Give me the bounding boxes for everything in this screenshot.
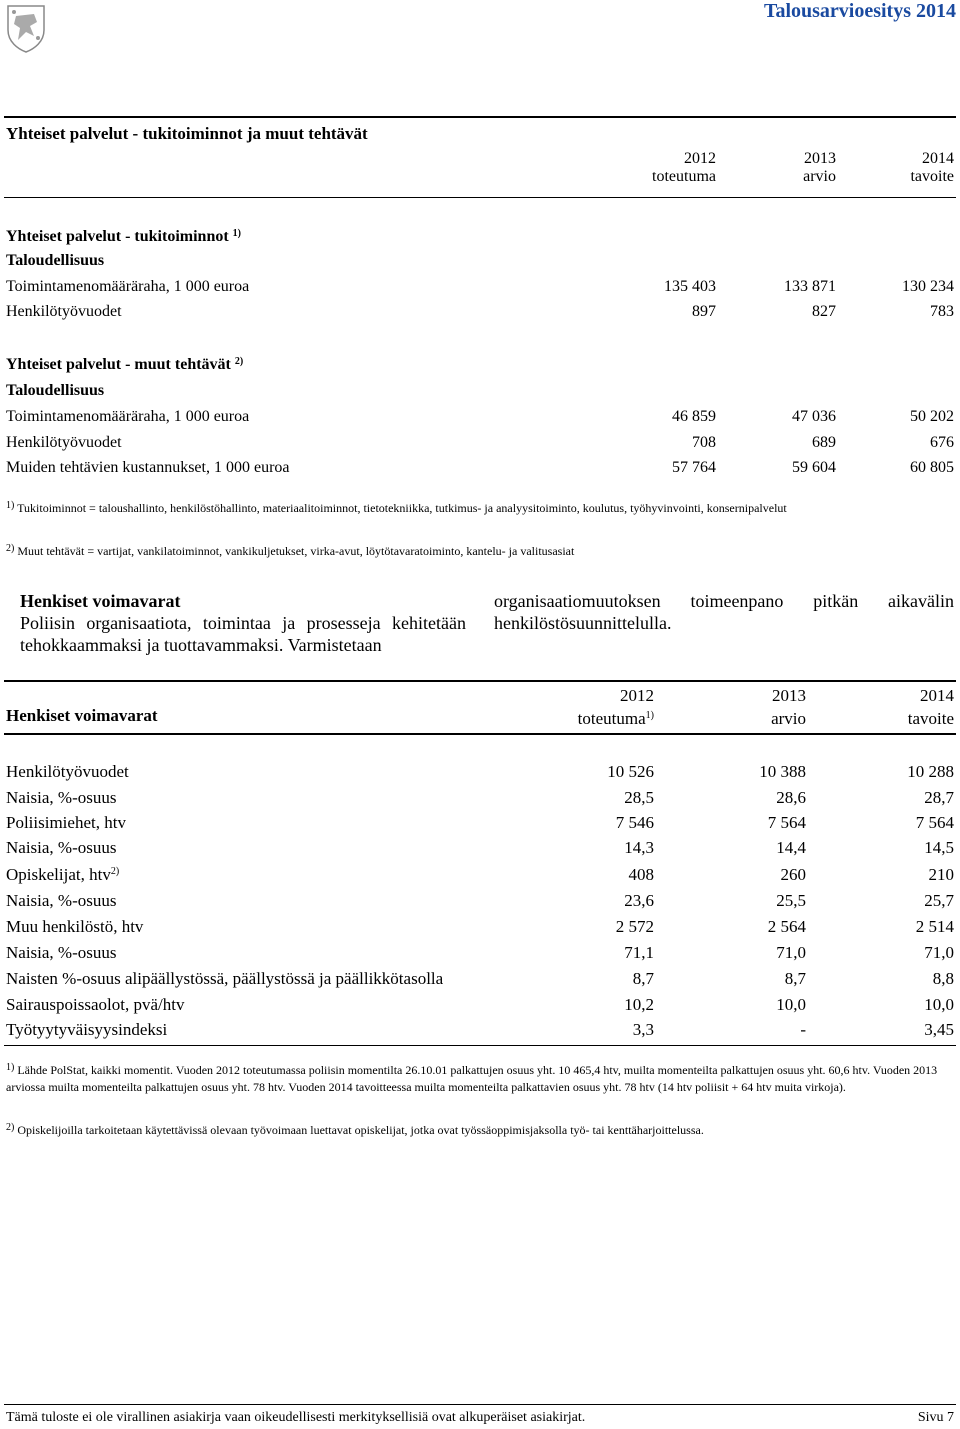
table2-header-rule (4, 733, 956, 735)
text-paragraph-left: Poliisin organisaatiota, toimintaa ja prosesseja kehitetään tehokkaammaksi ja tuottavammaksi. Varmistetaan (20, 613, 466, 655)
top-rule (4, 116, 956, 118)
header-rule (4, 197, 956, 198)
table-row: Naisia, %-osuus 28,5 28,6 28,7 (6, 788, 954, 807)
col-2012-header: 2012 toteutuma (652, 150, 716, 185)
table-row: Henkilötyövuodet 708 689 676 (6, 434, 954, 451)
footnote-2: $^{2)}$ Muut tehtävät = vartijat, vankilatoiminnot, vankikuljetukset, virka-avut, löytötavaratoiminto, kantelu- ja valitusasiat (6, 543, 575, 558)
t2-col-2013-header: 2013 arvio (771, 686, 806, 728)
table2-title: Henkiset voimavarat (6, 706, 158, 725)
footer-rule (4, 1404, 956, 1405)
page-number: Sivu 7 (917, 1410, 954, 1425)
text-heading: Henkiset voimavarat (20, 591, 181, 611)
table-row: Poliisimiehet, htv 7 546 7 564 7 564 (6, 813, 954, 832)
group2-subtitle: Taloudellisuus (6, 382, 105, 399)
table-row: Toimintamenomääräraha, 1 000 euroa 135 403 133 871 130 234 (6, 278, 954, 295)
col-2013-header: 2013 arvio (803, 150, 836, 185)
table-row: Naisia, %-osuus 71,1 71,0 71,0 (6, 943, 954, 962)
table2-column-header (6, 684, 954, 730)
t2-col-2012-header: 2012 toteutuma$^{1)}$ (577, 686, 654, 728)
table-row: Työtyytyväisyysindeksi 3,3 - 3,45 (6, 1020, 954, 1039)
section-title: Yhteiset palvelut - tukitoiminnot ja muut tehtävät (6, 124, 368, 143)
table-row: Opiskelijat, htv$^{2)}$ 408 260 210 (6, 865, 954, 884)
table-row: Muu henkilöstö, htv 2 572 2 564 2 514 (6, 917, 954, 936)
group2-title: Yhteiset palvelut - muut tehtävät $^{2)}$ (6, 356, 244, 373)
footer-disclaimer: Tämä tuloste ei ole virallinen asiakirja vaan oikeudellisesti merkityksellisiä ovat alkuperäiset asiakirjat. (6, 1410, 586, 1425)
table2-footnote-2: $^{2)}$ Opiskelijoilla tarkoitetaan käytettävissä olevaan työvoimaan luettavat opiskelijat, jotka ovat työssäoppimisjaksolla työ- tai kenttäharjoittelussa. (6, 1122, 704, 1137)
table-row: Naisten %-osuus alipäällystössä, päällystössä ja päällikkötasolla 8,7 8,7 8,8 (6, 969, 954, 988)
table-row: Naisia, %-osuus 23,6 25,5 25,7 (6, 891, 954, 910)
document-header-title: Talousarvioesitys 2014 (763, 0, 956, 22)
table2-top-rule (4, 680, 956, 682)
coat-of-arms-logo (4, 2, 48, 54)
table-row: Henkilötyövuodet 10 526 10 388 10 288 (6, 762, 954, 781)
footnote-1: $^{1)}$ Tukitoiminnot = taloushallinto, henkilöstöhallinto, materiaalitoiminnot, tietotekniikka, tutkimus- ja analyysitoiminto, koulutus, työhyvinvointi, konsernipalvelut (6, 500, 787, 515)
table-row: Henkilötyövuodet 897 827 783 (6, 303, 954, 320)
group1-title: Yhteiset palvelut - tukitoiminnot $^{1)}$ (6, 228, 242, 245)
table2-bottom-rule (4, 1045, 956, 1046)
page-footer (6, 1410, 954, 1426)
table-row: Sairauspoissaolot, pvä/htv 10,2 10,0 10,0 (6, 995, 954, 1014)
section1-column-header (6, 150, 954, 194)
t2-col-2014-header: 2014 tavoite (907, 686, 954, 728)
text-paragraph-right: organisaatiomuutoksen toimeenpano pitkän aikavälin henkilöstösuunnittelulla. (494, 591, 954, 633)
col-2014-header: 2014 tavoite (910, 150, 954, 185)
table-row: Naisia, %-osuus 14,3 14,4 14,5 (6, 838, 954, 857)
text-left-column (20, 590, 466, 656)
table2-footnote-1: $^{1)}$ Lähde PolStat, kaikki momentit. Vuoden 2012 toteutumassa poliisin momentilta 26.10.01 palkattujen osuus yht. 10 465,4 htv, muilta momenteilta palkattujen osuus yht. 60,6 htv. Vuoden 2013 arviossa muilta momenteilta palkattujen osuus yht. 78 htv. Vuoden 2014 tavoitteessa muilta momenteilta palkattavien osuus yht. 78 htv (14 htv poliisit + 64 htv muita virkoja). (6, 1062, 938, 1094)
table-row: Toimintamenomääräraha, 1 000 euroa 46 859 47 036 50 202 (6, 408, 954, 425)
group1-subtitle: Taloudellisuus (6, 252, 105, 269)
table-row: Muiden tehtävien kustannukset, 1 000 euroa 57 764 59 604 60 805 (6, 459, 954, 476)
